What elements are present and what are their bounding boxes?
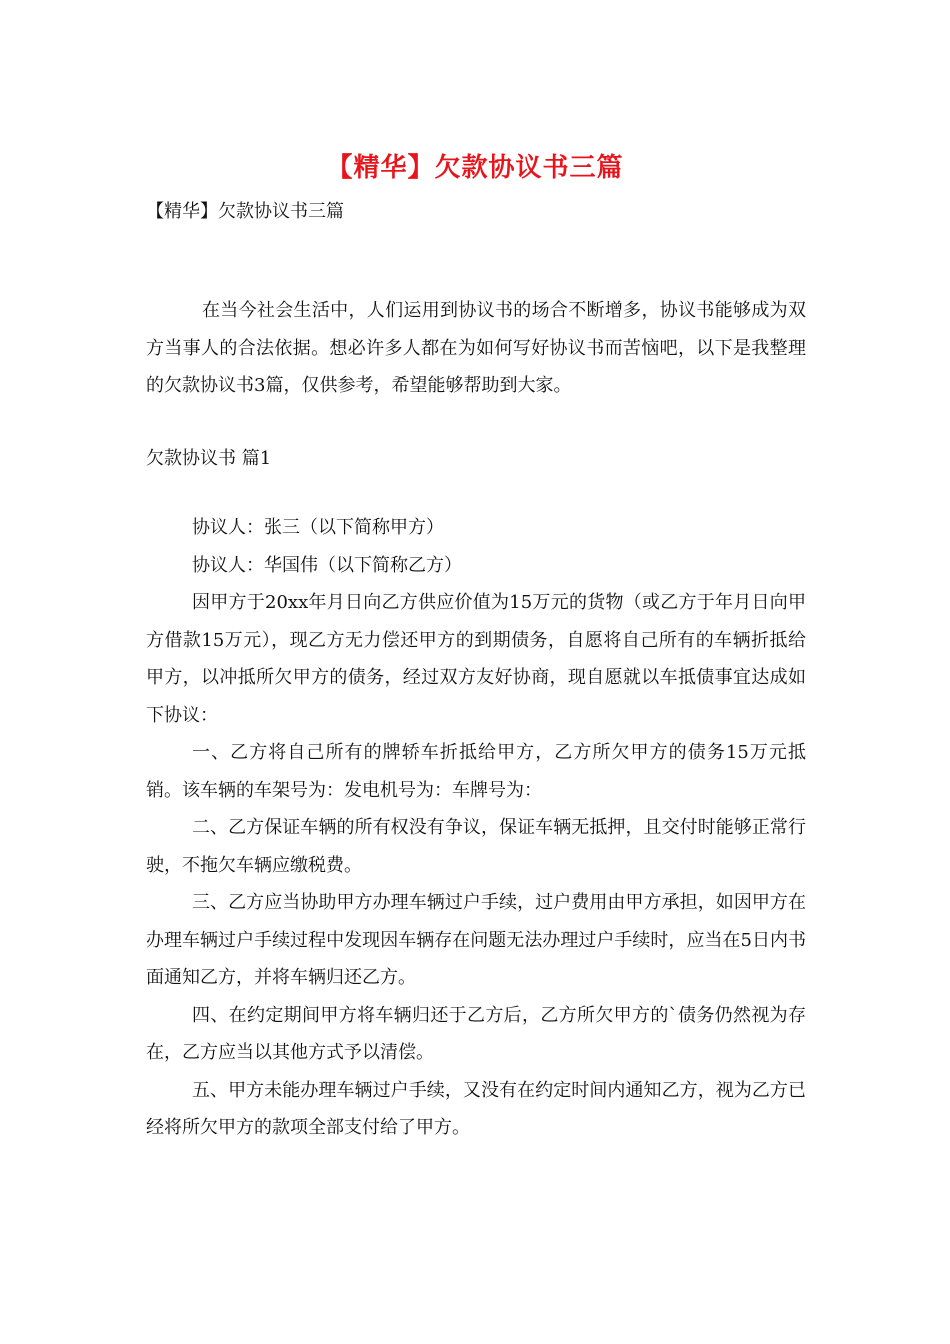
clause-3: 三、乙方应当协助甲方办理车辆过户手续，过户费用由甲方承担，如因甲方在办理车辆过户手续过程中发现因车辆存在问题无法办理过户手续时，应当在5日内书面通知乙方，并将车辆归还乙方。 [146,892,806,988]
clause-2: 二、乙方保证车辆的所有权没有争议，保证车辆无抵押，且交付时能够正常行驶，不拖欠车辆应缴税费。 [146,817,806,876]
section-heading: 欠款协议书 篇1 [146,448,272,469]
party-b-line: 协议人：华国伟（以下简称乙方） [192,554,462,576]
clause-1: 一、乙方将自己所有的牌轿车折抵给甲方，乙方所欠甲方的债务15万元抵销。该车辆的车架号为：发电机号为：车牌号为： [146,742,806,801]
clause-5: 五、甲方未能办理车辆过户手续，又没有在约定时间内通知乙方，视为乙方已经将所欠甲方的款项全部支付给了甲方。 [146,1079,806,1138]
intro-paragraph [146,292,806,405]
agreement-body [146,509,806,1147]
clause-4: 四、在约定期间甲方将车辆归还于乙方后，乙方所欠甲方的`债务仍然视为存在，乙方应当以其他方式予以清偿。 [146,1004,806,1063]
background-paragraph: 因甲方于20xx年月日向乙方供应价值为15万元的货物（或乙方于年月日向甲方借款15万元），现乙方无力偿还甲方的到期债务，自愿将自己所有的车辆折抵给甲方，以冲抵所欠甲方的债务，经过双方友好协商，现自愿就以车抵债事宜达成如下协议： [146,592,806,726]
document-subtitle: 【精华】欠款协议书三篇 [146,201,344,222]
party-a-line: 协议人：张三（以下简称甲方） [192,517,444,538]
intro-text: 在当今社会生活中，人们运用到协议书的场合不断增多，协议书能够成为双方当事人的合法依据。想必许多人都在为如何写好协议书而苦恼吧，以下是我整理的欠款协议书3篇，仅供参考，希望能够帮助到大家。 [146,300,806,396]
document-title: 【精华】欠款协议书三篇 [326,153,624,183]
